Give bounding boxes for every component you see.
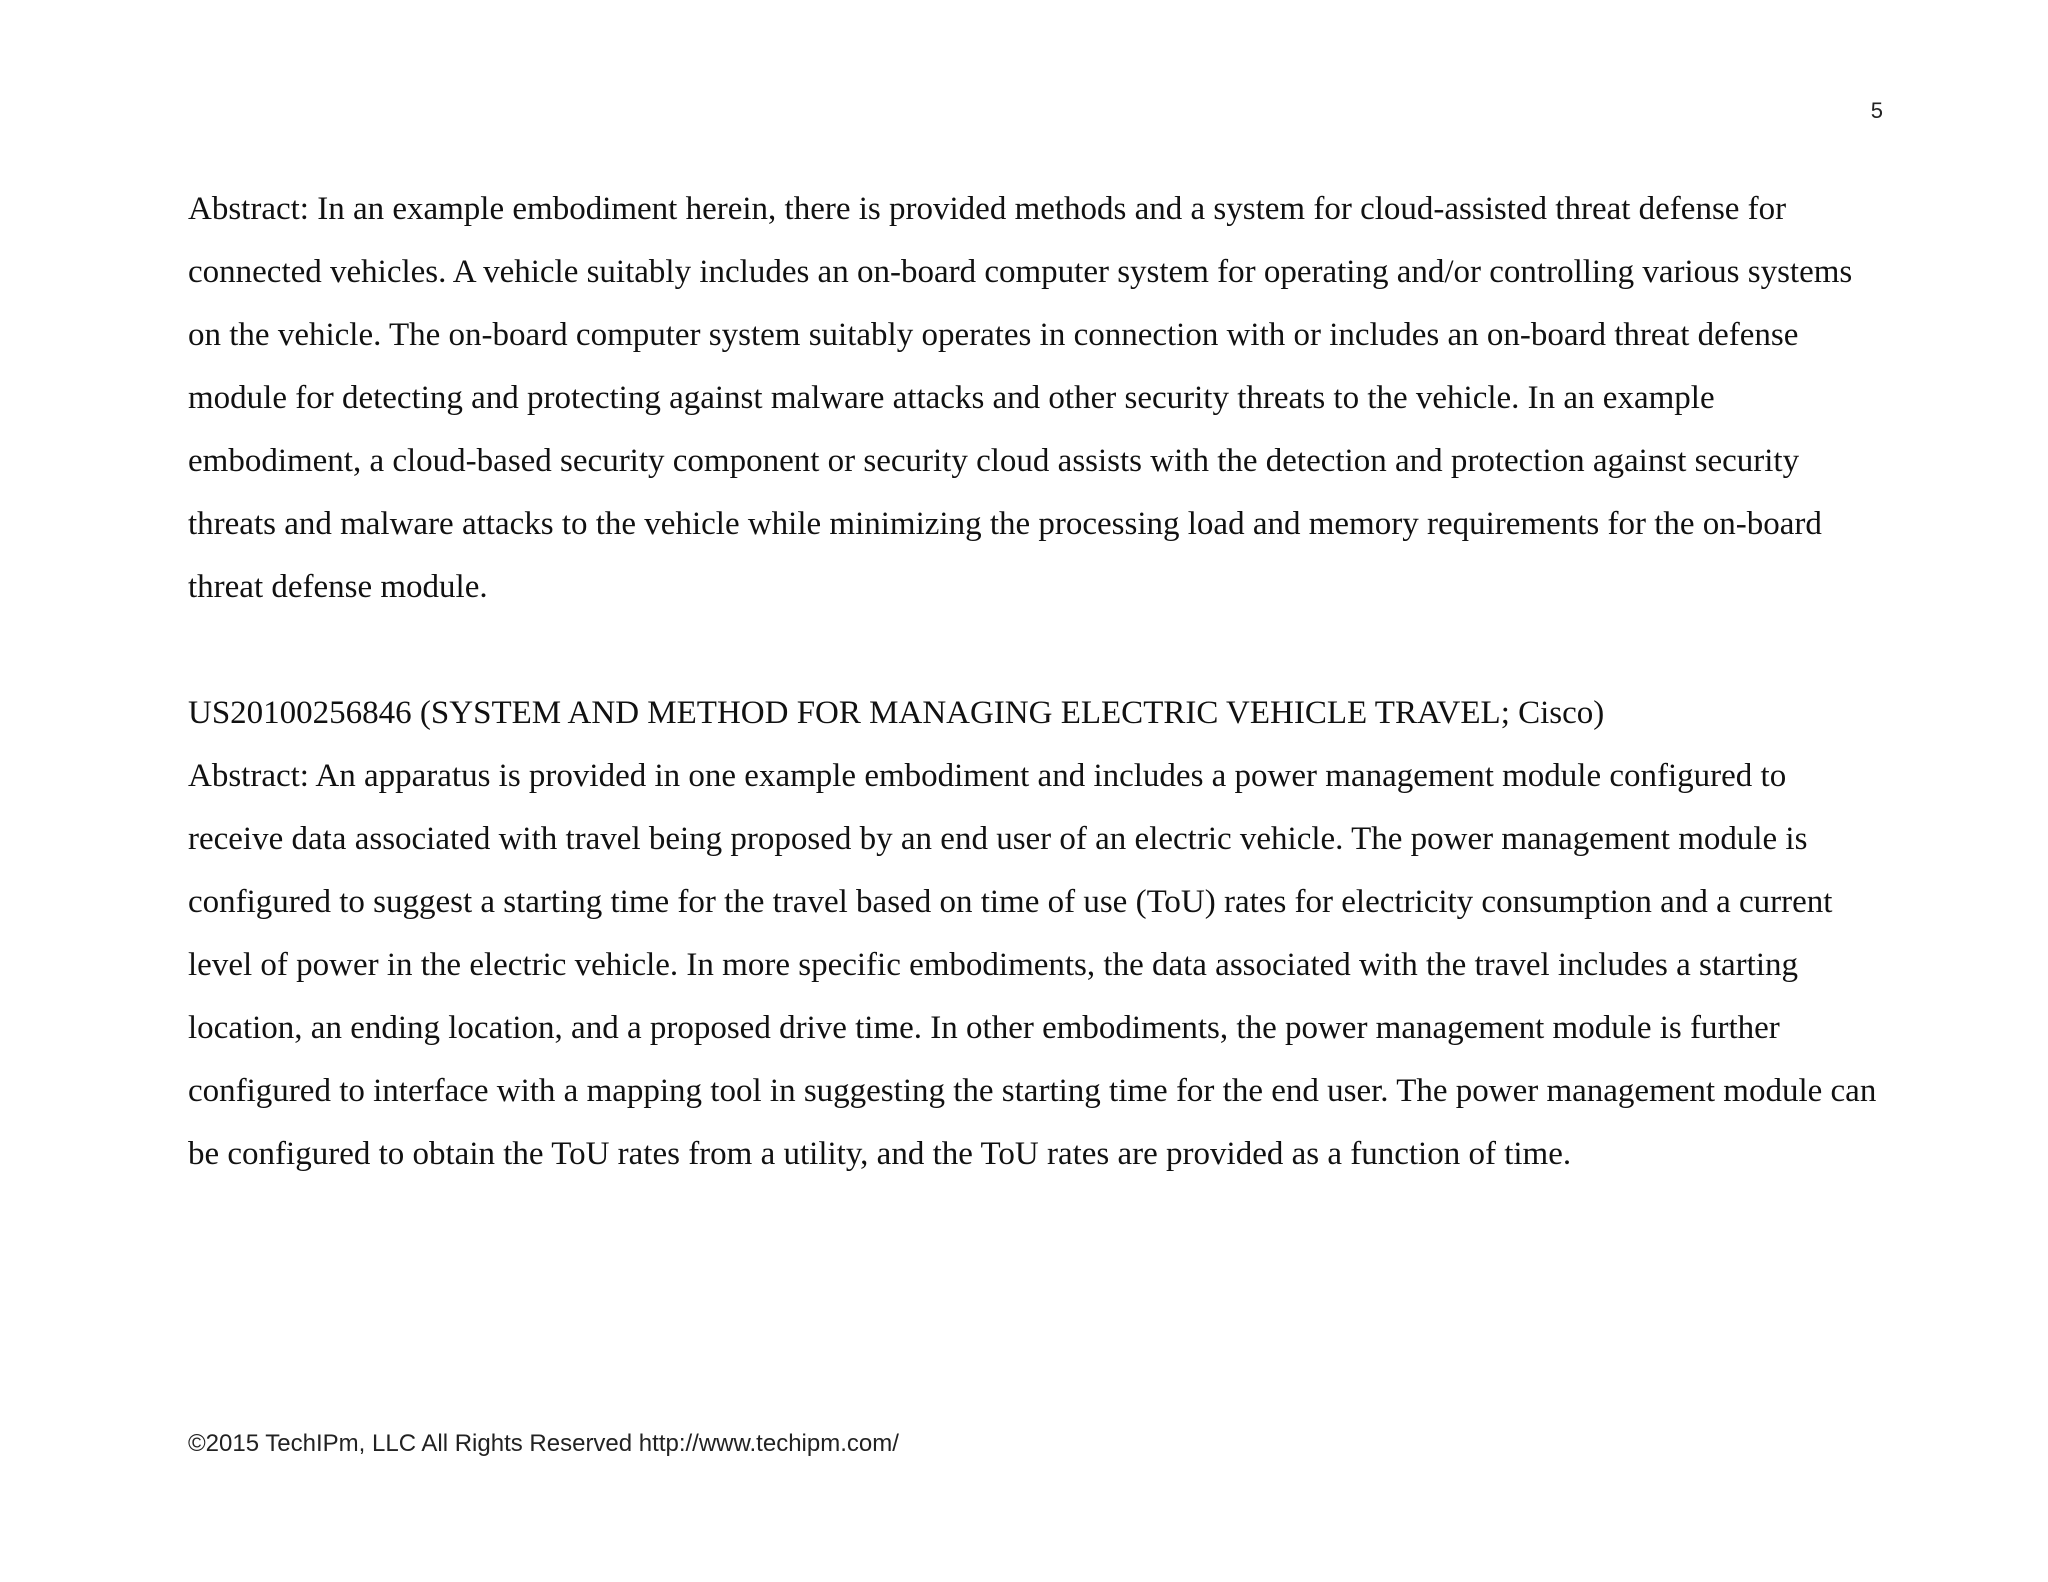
- page-body: [188, 178, 1878, 1186]
- paragraph-spacer: [188, 619, 1878, 682]
- copyright-footer: ©2015 TechIPm, LLC All Rights Reserved http://www.techipm.com/: [188, 1430, 899, 1457]
- page-number: 5: [1870, 98, 1883, 123]
- abstract-paragraph: Abstract: An apparatus is provided in one example embodiment and includes a power management module configured to receive data associated with travel being proposed by an end user of an electric vehicle. The power management module is configured to suggest a starting time for the travel based on time of use (ToU) rates for electricity consumption and a current level of power in the electric vehicle. In more specific embodiments, the data associated with the travel includes a starting location, an ending location, and a proposed drive time. In other embodiments, the power management module is further configured to interface with a mapping tool in suggesting the starting time for the end user. The power management module can be configured to obtain the ToU rates from a utility, and the ToU rates are provided as a function of time.: [188, 758, 1877, 1172]
- patent-heading: US20100256846 (SYSTEM AND METHOD FOR MANAGING ELECTRIC VEHICLE TRAVEL; Cisco): [188, 695, 1605, 731]
- abstract-paragraph: Abstract: In an example embodiment herein, there is provided methods and a system for cloud-assisted threat defense for connected vehicles. A vehicle suitably includes an on-board computer system for operating and/or controlling various systems on the vehicle. The on-board computer system suitably operates in connection with or includes an on-board threat defense module for detecting and protecting against malware attacks and other security threats to the vehicle. In an example embodiment, a cloud-based security component or security cloud assists with the detection and protection against security threats and malware attacks to the vehicle while minimizing the processing load and memory requirements for the on-board threat defense module.: [188, 191, 1853, 605]
